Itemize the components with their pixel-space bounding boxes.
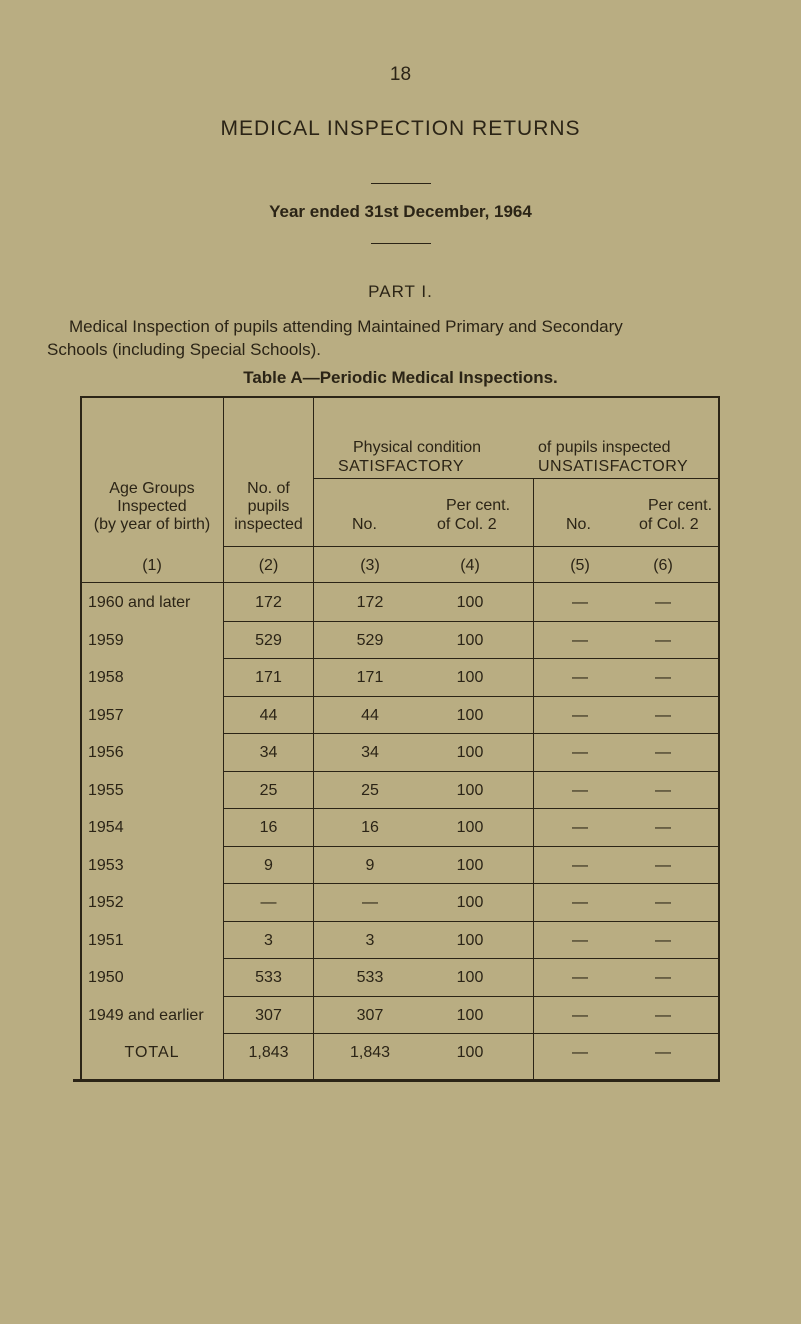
table-cell-unsat-pct: — <box>655 1006 671 1024</box>
table-cell-inspected: 34 <box>259 744 278 761</box>
table-cell-sat-pct: 100 <box>456 894 484 911</box>
table-cell-unsat-pct: — <box>655 706 671 724</box>
table-cell-age: 1959 <box>88 631 124 649</box>
table-cell-unsat-pct: — <box>655 931 671 949</box>
table-cell-unsat-no: — <box>572 819 588 836</box>
table-cell-age: 1949 and earlier <box>88 1006 204 1024</box>
column-number: (4) <box>460 557 480 574</box>
header-rule <box>81 582 718 583</box>
header-age-groups <box>81 480 223 534</box>
intro-line: Schools (including Special Schools). <box>47 340 322 359</box>
table-cell-unsat-no: — <box>572 856 588 874</box>
row-divider <box>223 958 718 959</box>
table-cell-inspected: 25 <box>259 781 278 799</box>
table-cell-sat-pct: 100 <box>456 706 484 724</box>
table-cell-unsat-no: — <box>572 781 588 799</box>
page-title: MEDICAL INSPECTION RETURNS <box>220 117 581 140</box>
table-cell-unsat-no: — <box>572 706 588 724</box>
row-divider <box>223 733 718 734</box>
table-cell-sat-pct: 100 <box>456 781 484 799</box>
header-physical-condition: Physical condition <box>353 439 482 456</box>
table-cell-age: 1958 <box>88 669 124 686</box>
table-border-bottom <box>73 1079 719 1082</box>
table-cell-unsat-no: — <box>572 744 588 761</box>
table-cell-unsat-pct: — <box>655 631 671 649</box>
table-border-right <box>718 396 720 1082</box>
table-cell-inspected: 533 <box>255 969 282 986</box>
table-cell-unsat-pct: — <box>655 744 671 761</box>
header-of-col2: of Col. 2 <box>639 516 699 533</box>
table-cell-unsat-no: — <box>572 931 588 949</box>
table-cell-unsat-pct: — <box>655 894 671 911</box>
table-cell-sat-no: 9 <box>365 856 375 874</box>
header-pupils-inspected <box>224 480 313 534</box>
part-heading: PART I. <box>368 282 433 301</box>
table-cell-sat-no: 533 <box>356 969 384 986</box>
table-cell-age: TOTAL <box>124 1044 180 1061</box>
row-divider <box>223 621 718 622</box>
column-number: (2) <box>258 557 279 574</box>
table-cell-sat-no: 171 <box>356 669 384 686</box>
table-border-top <box>81 396 720 398</box>
table-cell-inspected: 16 <box>259 819 278 836</box>
intro-line: Medical Inspection of pupils attending Maintained Primary and Secondary <box>69 317 623 336</box>
table-cell-sat-pct: 100 <box>456 856 484 874</box>
table-cell-unsat-no: — <box>572 1006 588 1024</box>
table-cell-sat-pct: 100 <box>456 931 484 949</box>
table-cell-sat-no: 44 <box>361 706 379 724</box>
table-cell-sat-pct: 100 <box>456 819 484 836</box>
table-cell-sat-no: 307 <box>356 1006 384 1024</box>
table-cell-age: 1955 <box>88 781 124 799</box>
table-cell-inspected: 9 <box>264 856 273 874</box>
table-cell-age: 1956 <box>88 744 124 761</box>
column-number: (1) <box>142 557 162 574</box>
table-cell-sat-no: 172 <box>356 594 384 611</box>
table-cell-unsat-no: — <box>572 669 588 686</box>
header-text: Inspected <box>117 498 187 515</box>
header-per-cent: Per cent. <box>446 497 511 514</box>
row-divider <box>223 808 718 809</box>
table-cell-inspected: 44 <box>259 706 278 724</box>
header-text: (by year of birth) <box>93 516 211 533</box>
table-cell-sat-no: 3 <box>365 931 375 949</box>
header-no: No. <box>566 516 591 533</box>
header-rule <box>313 478 718 479</box>
header-text: pupils <box>247 498 290 515</box>
row-divider <box>223 696 718 697</box>
column-divider <box>533 478 534 1081</box>
row-divider <box>223 883 718 884</box>
table-cell-inspected: 171 <box>255 669 282 686</box>
table-cell-unsat-pct: — <box>655 1044 671 1061</box>
column-number: (6) <box>653 557 673 574</box>
table-cell-age: 1950 <box>88 969 124 986</box>
column-divider <box>313 396 314 1081</box>
table-cell-sat-pct: 100 <box>456 594 484 611</box>
table-cell-unsat-pct: — <box>655 856 671 874</box>
header-of-col2: of Col. 2 <box>437 516 497 533</box>
table-cell-sat-no: 1,843 <box>349 1044 391 1061</box>
table-cell-unsat-no: — <box>572 594 588 611</box>
header-per-cent: Per cent. <box>648 497 713 514</box>
header-text: No. of <box>247 480 290 497</box>
table-cell-sat-pct: 100 <box>456 669 484 686</box>
table-cell-age: 1952 <box>88 894 124 911</box>
table-cell-unsat-no: — <box>572 1044 588 1061</box>
table-cell-unsat-no: — <box>572 969 588 986</box>
table-cell-sat-no: 529 <box>356 631 384 649</box>
table-cell-unsat-pct: — <box>655 594 671 611</box>
page-number: 18 <box>389 64 412 85</box>
header-text: Age Groups <box>109 480 195 497</box>
table-title: Table A—Periodic Medical Inspections. <box>243 368 558 387</box>
header-no: No. <box>352 516 377 533</box>
row-divider <box>223 658 718 659</box>
table-cell-unsat-no: — <box>572 631 588 649</box>
column-number: (3) <box>360 557 380 574</box>
table-cell-sat-no: — <box>362 894 378 911</box>
header-satisfactory: SATISFACTORY <box>338 458 465 475</box>
table-cell-sat-pct: 100 <box>456 744 484 761</box>
table-cell-age: 1957 <box>88 706 124 724</box>
table-cell-sat-no: 25 <box>361 781 379 799</box>
table-cell-inspected: 1,843 <box>248 1044 289 1061</box>
table-cell-inspected: 172 <box>255 594 282 611</box>
table-cell-sat-pct: 100 <box>456 969 484 986</box>
header-unsatisfactory: UNSATISFACTORY <box>538 458 689 475</box>
table-cell-inspected: — <box>260 894 277 911</box>
table-cell-age: 1951 <box>88 931 124 949</box>
table-cell-inspected: 529 <box>255 631 282 649</box>
table-cell-sat-pct: 100 <box>456 1044 484 1061</box>
row-divider <box>223 1033 718 1034</box>
table-cell-inspected: 3 <box>264 931 273 949</box>
table-cell-unsat-no: — <box>572 894 588 911</box>
header-rule <box>223 546 718 547</box>
table-cell-sat-pct: 100 <box>456 631 484 649</box>
table-cell-sat-no: 16 <box>361 819 379 836</box>
row-divider <box>223 846 718 847</box>
table-cell-unsat-pct: — <box>655 669 671 686</box>
header-physical-condition: of pupils inspected <box>538 439 671 456</box>
table-cell-unsat-pct: — <box>655 781 671 799</box>
table-cell-unsat-pct: — <box>655 969 671 986</box>
column-number: (5) <box>570 557 590 574</box>
header-text: inspected <box>234 516 303 533</box>
table-cell-sat-pct: 100 <box>456 1006 484 1024</box>
table-cell-unsat-pct: — <box>655 819 671 836</box>
table-cell-sat-no: 34 <box>361 744 379 761</box>
table-cell-age: 1954 <box>88 819 124 836</box>
row-divider <box>223 771 718 772</box>
row-divider <box>223 996 718 997</box>
report-subtitle: Year ended 31st December, 1964 <box>269 202 532 221</box>
table-cell-inspected: 307 <box>255 1006 282 1024</box>
table-cell-age: 1960 and later <box>88 594 191 611</box>
row-divider <box>223 921 718 922</box>
table-cell-age: 1953 <box>88 856 124 874</box>
